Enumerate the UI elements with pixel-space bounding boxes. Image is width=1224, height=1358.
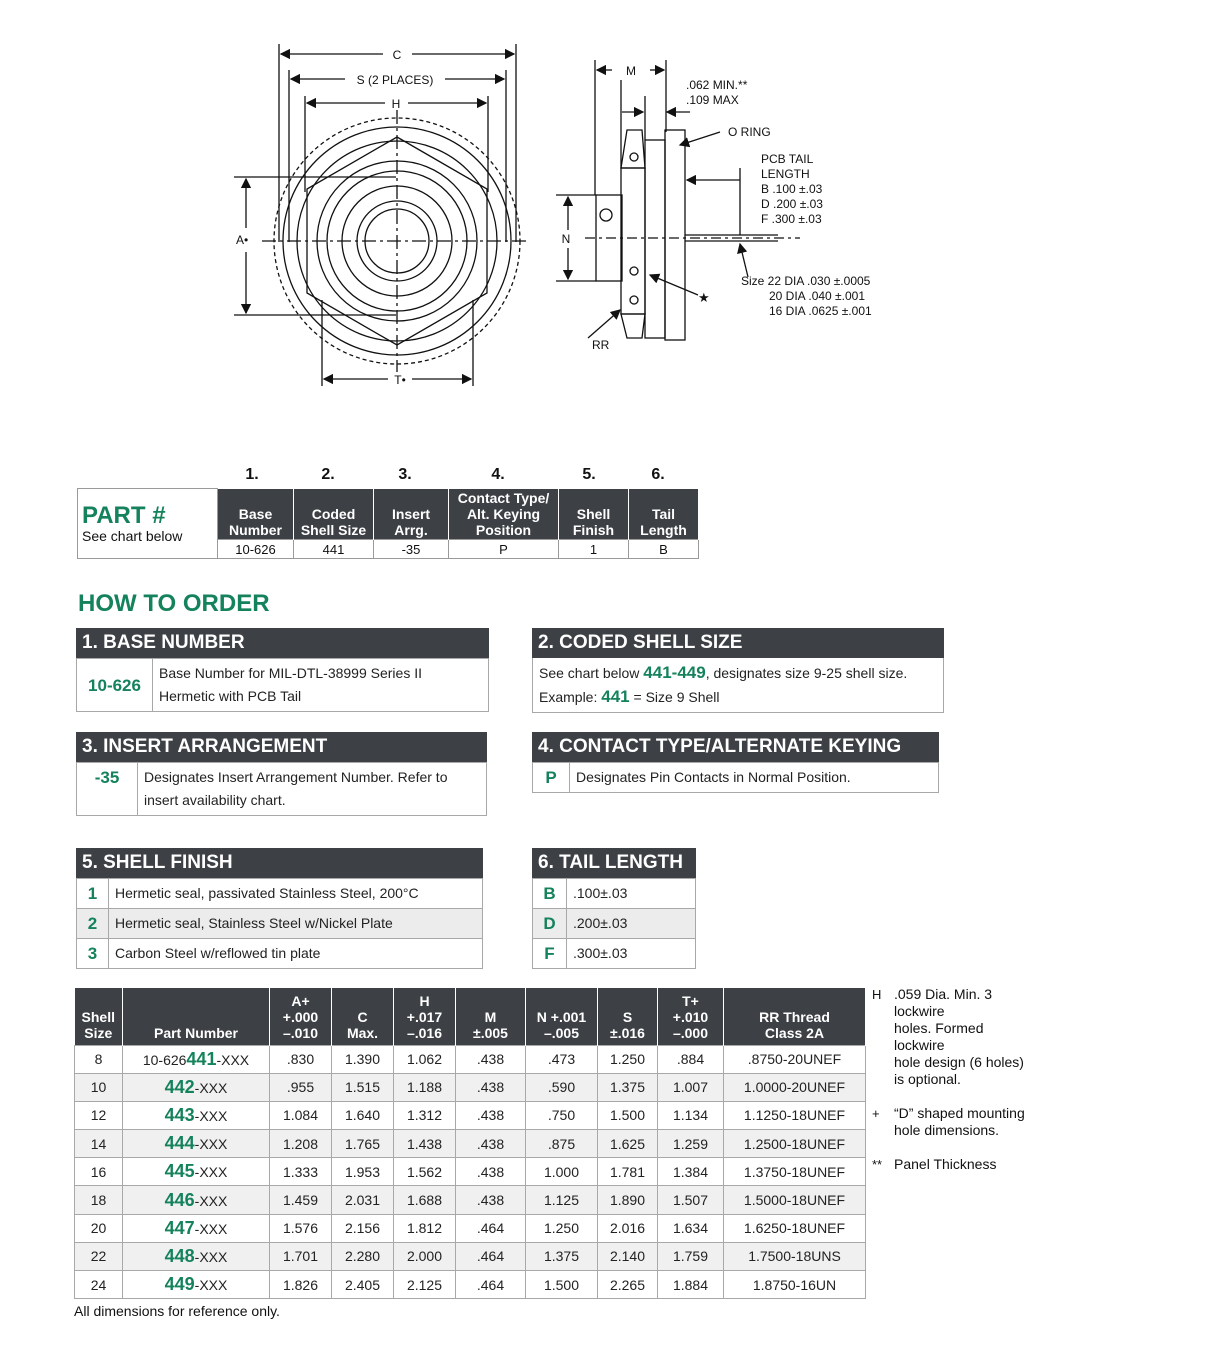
footnote-symbol: **: [872, 1157, 883, 1172]
dimension-cell-a: 1.576: [270, 1214, 332, 1242]
dimensions-column-header: C Max.: [332, 988, 394, 1045]
dimensions-column-header: A+ +.000 –.010: [270, 988, 332, 1045]
column-header: Insert Arrg.: [374, 489, 449, 540]
dimension-cell-m: .464: [456, 1214, 526, 1242]
footnote-text: hole design (6 holes): [894, 1054, 1024, 1070]
part-value-insert: -35: [374, 540, 449, 559]
tail-length-header: 6. TAIL LENGTH: [532, 848, 696, 878]
part-number-cell: 446-XXX: [123, 1186, 270, 1214]
tail-length-code: F: [533, 939, 567, 969]
dimension-cell-n: .473: [526, 1045, 598, 1073]
dimension-cell-n: 1.125: [526, 1186, 598, 1214]
column-header: Tail Length: [629, 489, 699, 540]
step-number: 6.: [651, 466, 665, 483]
step-number: 3.: [398, 466, 412, 483]
contact-type-box: [532, 732, 939, 793]
dimension-cell-size: 10: [75, 1073, 123, 1101]
shell-finish-box: [76, 848, 483, 969]
dimension-cell-t: 1.634: [658, 1214, 724, 1242]
tail-length-code: D: [533, 909, 567, 939]
dimension-cell-size: 14: [75, 1130, 123, 1158]
table-row: [75, 1214, 866, 1242]
table-row: [75, 1242, 866, 1270]
step-number: 5.: [582, 466, 596, 483]
shell-finish-header: 5. SHELL FINISH: [76, 848, 483, 878]
dimension-cell-s: 1.781: [598, 1158, 658, 1186]
table-row: [75, 1101, 866, 1129]
dimension-cell-s: 2.265: [598, 1271, 658, 1299]
dimension-cell-t: 1.259: [658, 1130, 724, 1158]
footnote-text: is optional.: [894, 1071, 961, 1087]
base-number-box: [76, 628, 489, 712]
dimension-cell-h: 1.688: [394, 1186, 456, 1214]
dim-h-label: H: [391, 97, 401, 111]
dimension-cell-rr: 1.8750-16UN: [724, 1271, 866, 1299]
dimension-cell-size: 20: [75, 1214, 123, 1242]
dimension-cell-a: 1.084: [270, 1101, 332, 1129]
dimension-cell-h: 1.438: [394, 1130, 456, 1158]
dimension-cell-t: 1.507: [658, 1186, 724, 1214]
dimension-cell-c: 2.156: [332, 1214, 394, 1242]
coded-shell-size-header: 2. CODED SHELL SIZE: [532, 628, 944, 658]
how-to-order-title: HOW TO ORDER: [78, 590, 270, 617]
part-number-title: PART #: [82, 501, 166, 529]
part-number-title-cell: [78, 489, 218, 559]
dimension-cell-h: 2.000: [394, 1242, 456, 1270]
dim-n-label: N: [561, 232, 571, 246]
pcb-tail-line-5: F .300 ±.03: [761, 212, 822, 226]
dimension-cell-h: 1.188: [394, 1073, 456, 1101]
dimension-cell-c: 1.953: [332, 1158, 394, 1186]
dimension-cell-n: 1.000: [526, 1158, 598, 1186]
dim-c-label: C: [392, 48, 402, 62]
footer-note: All dimensions for reference only.: [74, 1303, 280, 1319]
dimension-cell-rr: 1.6250-18UNEF: [724, 1214, 866, 1242]
table-row: [75, 1045, 866, 1073]
dimension-cell-size: 16: [75, 1158, 123, 1186]
dimensions-table: [74, 988, 866, 1299]
part-number-cell: 442-XXX: [123, 1073, 270, 1101]
shell-finish-code: 1: [77, 879, 109, 909]
dimension-cell-m: .438: [456, 1130, 526, 1158]
dimension-cell-c: 1.515: [332, 1073, 394, 1101]
part-value-shell-size: 441: [294, 540, 374, 559]
dimension-cell-a: 1.208: [270, 1130, 332, 1158]
step-number: 2.: [321, 466, 335, 483]
dimension-cell-m: .464: [456, 1271, 526, 1299]
size-dia-line-1: Size 22 DIA .030 ±.0005: [741, 274, 871, 288]
dimension-cell-rr: .8750-20UNEF: [724, 1045, 866, 1073]
table-row: [75, 1271, 866, 1299]
dimension-cell-m: .438: [456, 1158, 526, 1186]
dimension-cell-size: 22: [75, 1242, 123, 1270]
dimension-cell-rr: 1.1250-18UNEF: [724, 1101, 866, 1129]
table-row: [75, 1130, 866, 1158]
footnote-text: holes. Formed: [894, 1020, 984, 1036]
base-number-header: 1. BASE NUMBER: [76, 628, 489, 658]
part-number-table: [77, 488, 699, 559]
part-number-cell: 449-XXX: [123, 1271, 270, 1299]
dimension-cell-t: 1.884: [658, 1271, 724, 1299]
part-number-cell: 448-XXX: [123, 1242, 270, 1270]
contact-type-description: Designates Pin Contacts in Normal Position.: [570, 763, 939, 793]
dimension-cell-size: 18: [75, 1186, 123, 1214]
table-row: [75, 1073, 866, 1101]
dimension-cell-a: 1.701: [270, 1242, 332, 1270]
footnote-text: lockwire: [894, 1003, 945, 1019]
dimensions-column-header: S ±.016: [598, 988, 658, 1045]
pcb-tail-line-3: B .100 ±.03: [761, 182, 823, 196]
footnote-symbol: +: [872, 1106, 880, 1121]
dimensions-column-header: RR Thread Class 2A: [724, 988, 866, 1045]
tail-length-code: B: [533, 879, 567, 909]
dimension-cell-size: 12: [75, 1101, 123, 1129]
dimension-cell-size: 8: [75, 1045, 123, 1073]
dimension-cell-c: 2.031: [332, 1186, 394, 1214]
tail-length-description: .100±.03: [567, 879, 696, 909]
base-number-description: Base Number for MIL-DTL-38999 Series II Hermetic with PCB Tail: [153, 659, 489, 712]
step-number: 1.: [245, 466, 259, 483]
step-number: 4.: [491, 466, 505, 483]
dimension-cell-a: 1.826: [270, 1271, 332, 1299]
dim-a-label: A•: [236, 233, 249, 247]
dimension-cell-size: 24: [75, 1271, 123, 1299]
dimensions-header-row: [75, 988, 866, 1045]
shell-finish-description: Hermetic seal, passivated Stainless Steel, 200°C: [109, 879, 483, 909]
pcb-tail-line-2: LENGTH: [761, 167, 810, 181]
pcb-tail-line-1: PCB TAIL: [761, 152, 814, 166]
dimension-cell-a: 1.459: [270, 1186, 332, 1214]
dimensions-body: [75, 1045, 866, 1299]
column-header: Coded Shell Size: [294, 489, 374, 540]
dimension-cell-t: 1.007: [658, 1073, 724, 1101]
dimension-cell-s: 1.890: [598, 1186, 658, 1214]
dimension-cell-m: .438: [456, 1045, 526, 1073]
part-value-base-number: 10-626: [218, 540, 294, 559]
contact-type-header: 4. CONTACT TYPE/ALTERNATE KEYING: [532, 732, 939, 762]
dimension-cell-t: 1.384: [658, 1158, 724, 1186]
dimension-cell-n: 1.500: [526, 1271, 598, 1299]
thickness-max-label: .109 MAX: [686, 93, 739, 107]
dimension-cell-n: .750: [526, 1101, 598, 1129]
column-header: Contact Type/ Alt. Keying Position: [449, 489, 559, 540]
dimension-cell-a: .830: [270, 1045, 332, 1073]
part-value-tail-length: B: [629, 540, 699, 559]
dimensions-column-header: Part Number: [123, 988, 270, 1045]
footnote-text: Panel Thickness: [894, 1156, 997, 1172]
dimension-cell-h: 2.125: [394, 1271, 456, 1299]
dimension-cell-a: .955: [270, 1073, 332, 1101]
part-value-shell-finish: 1: [559, 540, 629, 559]
part-number-subtitle: See chart below: [82, 527, 183, 544]
footnote-text: lockwire: [894, 1037, 945, 1053]
footnote: [872, 1156, 1052, 1173]
dimensions-column-header: H +.017 –.016: [394, 988, 456, 1045]
footnote-text: hole dimensions.: [894, 1122, 1000, 1138]
dimension-cell-rr: 1.2500-18UNEF: [724, 1130, 866, 1158]
part-number-cell: 443-XXX: [123, 1101, 270, 1129]
column-header: Shell Finish: [559, 489, 629, 540]
shell-finish-code: 2: [77, 909, 109, 939]
coded-shell-size-description: See chart below 441-449, designates size 9-25 shell size. Example: 441 = Size 9 Shell: [532, 658, 944, 713]
dimension-cell-a: 1.333: [270, 1158, 332, 1186]
dimension-cell-c: 1.765: [332, 1130, 394, 1158]
dimension-cell-c: 2.405: [332, 1271, 394, 1299]
dimension-cell-c: 1.390: [332, 1045, 394, 1073]
star-marker: ★: [698, 290, 710, 305]
insert-arrangement-description: Designates Insert Arrangement Number. Refer to insert availability chart.: [138, 763, 487, 816]
insert-arrangement-header: 3. INSERT ARRANGEMENT: [76, 732, 487, 762]
dimension-cell-rr: 1.3750-18UNEF: [724, 1158, 866, 1186]
tail-length-box: [532, 848, 696, 969]
dimensions-column-header: Shell Size: [75, 988, 123, 1045]
dim-s-label: S (2 PLACES): [356, 73, 434, 87]
size-dia-line-3: 16 DIA .0625 ±.001: [769, 304, 872, 318]
dim-m-label: M: [626, 64, 636, 78]
table-row: [75, 1186, 866, 1214]
dimension-cell-s: 2.140: [598, 1242, 658, 1270]
part-number-cell: 444-XXX: [123, 1130, 270, 1158]
dimension-cell-s: 1.250: [598, 1045, 658, 1073]
dimension-cell-t: 1.134: [658, 1101, 724, 1129]
dim-t-label: T•: [394, 373, 406, 387]
footnote-text: “D” shaped mounting: [894, 1105, 1025, 1121]
dimension-cell-m: .438: [456, 1186, 526, 1214]
part-value-contact-type: P: [449, 540, 559, 559]
technical-drawing: [0, 0, 1224, 420]
tail-length-description: .300±.03: [567, 939, 696, 969]
contact-type-code: P: [533, 763, 570, 793]
pcb-tail-line-4: D .200 ±.03: [761, 197, 823, 211]
footnote-text: .059 Dia. Min. 3: [894, 986, 993, 1002]
dimension-cell-m: .464: [456, 1242, 526, 1270]
dimension-cell-c: 2.280: [332, 1242, 394, 1270]
dimensions-column-header: T+ +.010 –.000: [658, 988, 724, 1045]
dimension-cell-rr: 1.7500-18UNS: [724, 1242, 866, 1270]
part-number-cell: 445-XXX: [123, 1158, 270, 1186]
part-number-cell: 10-626441-XXX: [123, 1045, 270, 1073]
footnote-symbol: H: [872, 987, 882, 1002]
dimension-cell-m: .438: [456, 1073, 526, 1101]
size-dia-line-2: 20 DIA .040 ±.001: [769, 289, 865, 303]
o-ring-label: O RING: [728, 125, 771, 139]
dimension-cell-t: .884: [658, 1045, 724, 1073]
dimension-cell-n: .590: [526, 1073, 598, 1101]
dimension-cell-h: 1.562: [394, 1158, 456, 1186]
dimension-cell-n: 1.250: [526, 1214, 598, 1242]
rr-label: RR: [592, 338, 610, 352]
base-number-code: 10-626: [77, 659, 153, 712]
shell-finish-code: 3: [77, 939, 109, 969]
dimension-cell-h: 1.812: [394, 1214, 456, 1242]
table-row: [75, 1158, 866, 1186]
dimension-cell-m: .438: [456, 1101, 526, 1129]
dimension-cell-rr: 1.0000-20UNEF: [724, 1073, 866, 1101]
tail-length-description: .200±.03: [567, 909, 696, 939]
thickness-min-label: .062 MIN.**: [686, 78, 748, 92]
coded-shell-size-box: [532, 628, 944, 713]
dimensions-column-header: M ±.005: [456, 988, 526, 1045]
part-number-step-numbers: [0, 466, 1224, 486]
dimension-cell-n: 1.375: [526, 1242, 598, 1270]
dimension-cell-s: 2.016: [598, 1214, 658, 1242]
dimension-cell-h: 1.312: [394, 1101, 456, 1129]
dimension-cell-s: 1.500: [598, 1101, 658, 1129]
column-header: Base Number: [218, 489, 294, 540]
footnote: [872, 986, 1052, 1088]
dimension-cell-h: 1.062: [394, 1045, 456, 1073]
insert-arrangement-code: -35: [77, 763, 138, 816]
dimension-cell-rr: 1.5000-18UNEF: [724, 1186, 866, 1214]
dimension-cell-n: .875: [526, 1130, 598, 1158]
notes: [872, 986, 1052, 1190]
dimension-cell-s: 1.375: [598, 1073, 658, 1101]
dimension-cell-c: 1.640: [332, 1101, 394, 1129]
dimension-cell-s: 1.625: [598, 1130, 658, 1158]
shell-finish-description: Carbon Steel w/reflowed tin plate: [109, 939, 483, 969]
insert-arrangement-box: [76, 732, 487, 816]
footnote: [872, 1105, 1052, 1139]
dimensions-column-header: N +.001 –.005: [526, 988, 598, 1045]
part-number-cell: 447-XXX: [123, 1214, 270, 1242]
dimension-cell-t: 1.759: [658, 1242, 724, 1270]
shell-finish-description: Hermetic seal, Stainless Steel w/Nickel Plate: [109, 909, 483, 939]
